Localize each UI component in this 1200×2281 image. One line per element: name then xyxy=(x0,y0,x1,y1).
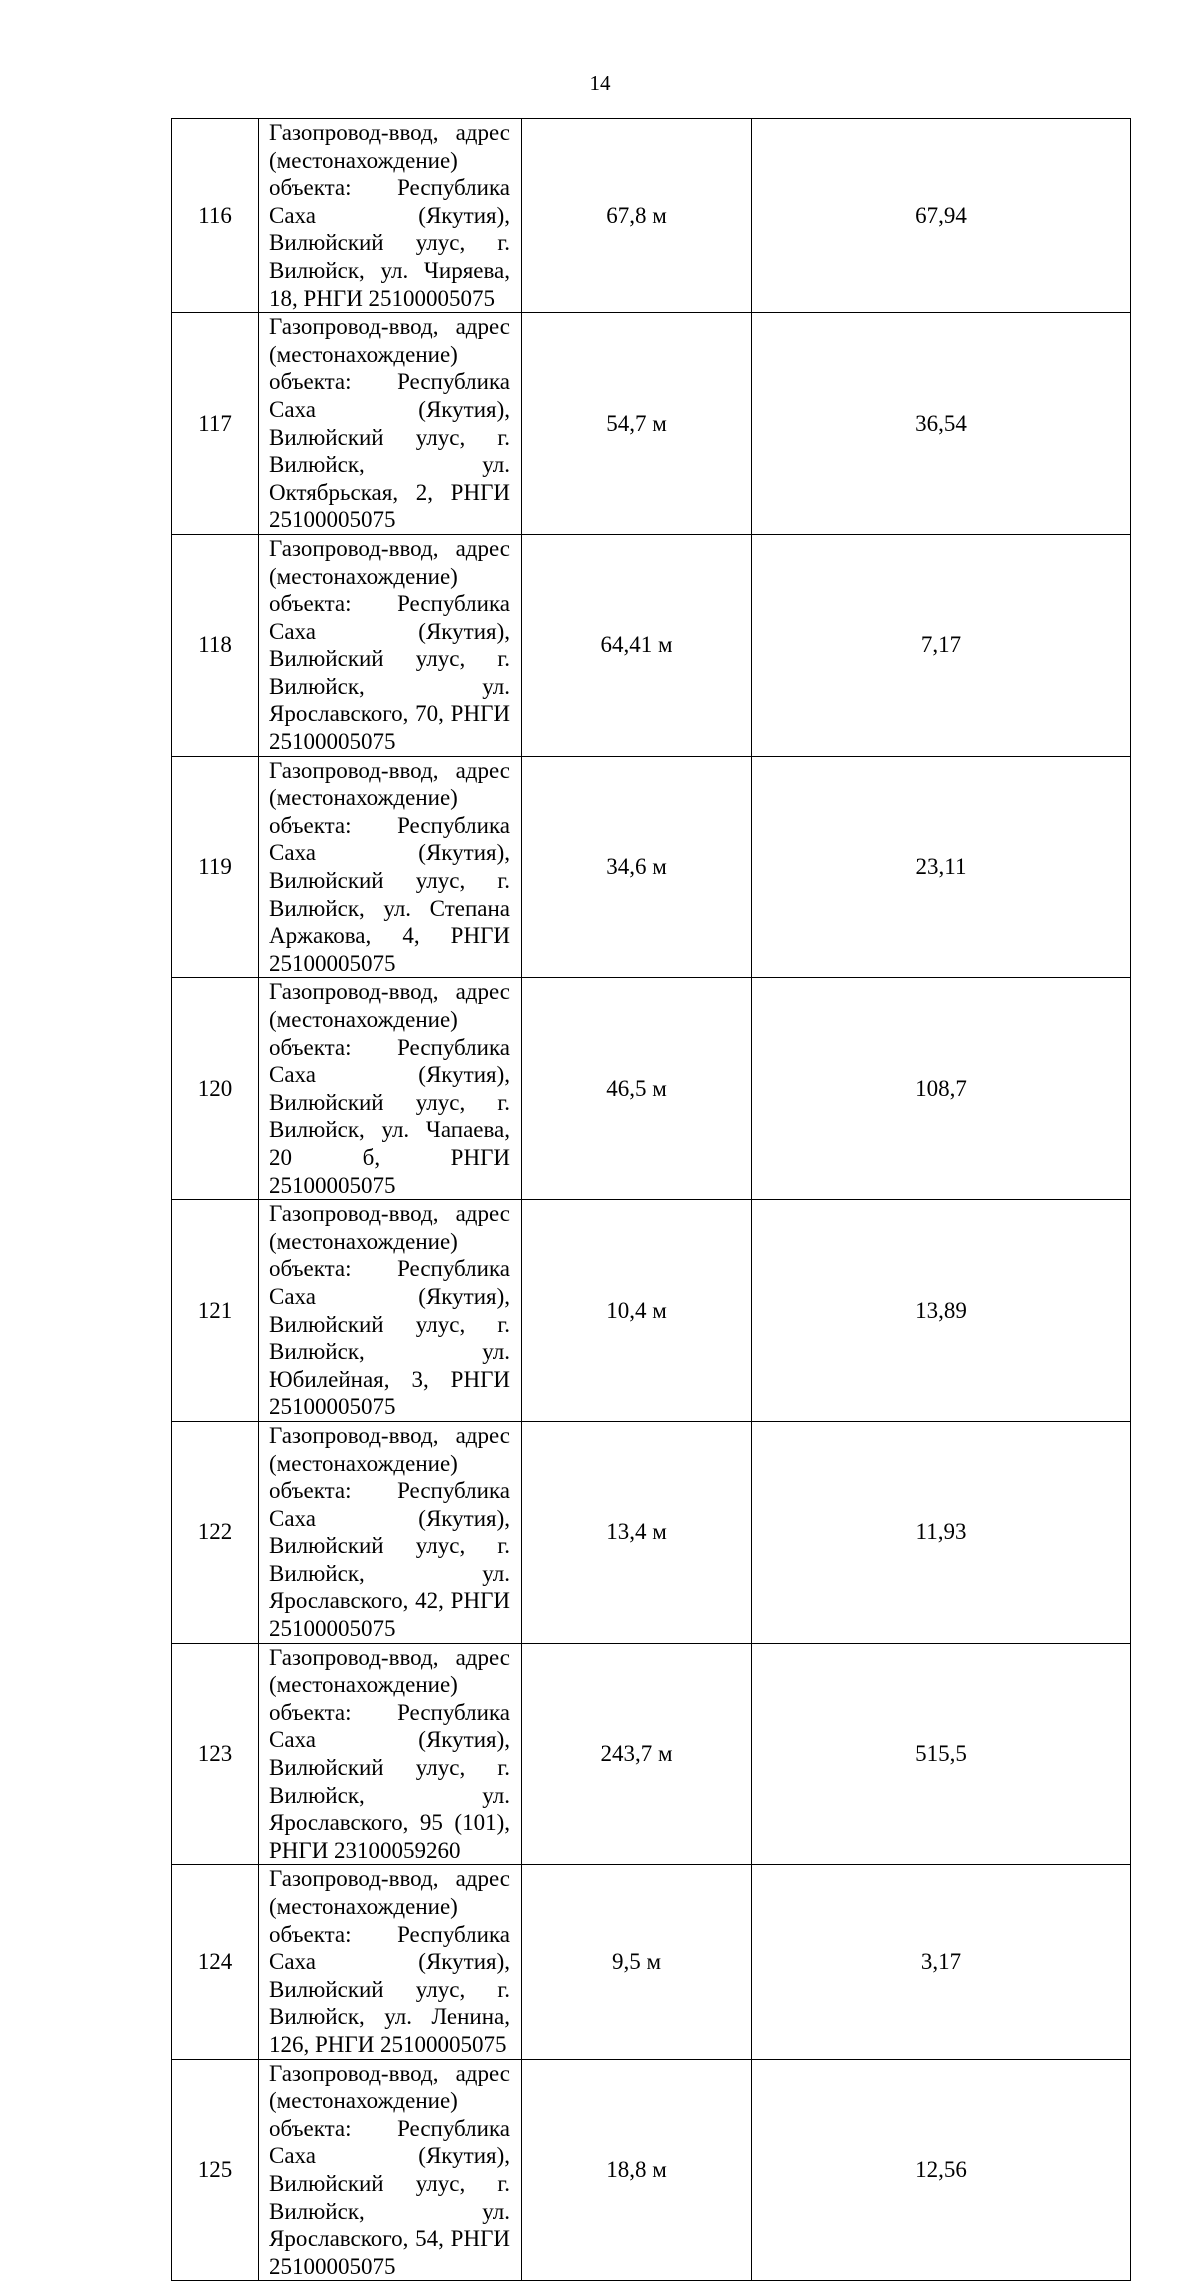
table-row xyxy=(172,1865,1131,2059)
row-description: Газопровод-ввод, адрес (местонахождение) объекта: Республика Саха (Якутия), Вилюйский улус, г. Вилюйск, ул. Ярославского, 42, РНГИ 25100005075 xyxy=(269,1422,510,1642)
row-description-cell xyxy=(259,119,522,313)
table-row xyxy=(172,119,1131,313)
row-length-cell: 9,5 м xyxy=(522,1865,752,2059)
row-value-cell: 67,94 xyxy=(752,119,1131,313)
table-row xyxy=(172,1200,1131,1422)
row-description: Газопровод-ввод, адрес (местонахождение) объекта: Республика Саха (Якутия), Вилюйский улус, г. Вилюйск, ул. Ярославского, 95 (101), РНГИ 23100059260 xyxy=(269,1644,510,1863)
row-description: Газопровод-ввод, адрес (местонахождение) объекта: Республика Саха (Якутия), Вилюйский улус, г. Вилюйск, ул. Чапаева, 20 б, РНГИ 25100005075 xyxy=(269,979,510,1198)
table-row xyxy=(172,534,1131,756)
row-number-cell: 123 xyxy=(172,1643,259,1865)
table-row xyxy=(172,756,1131,978)
row-value-cell: 108,7 xyxy=(752,978,1131,1200)
row-number-cell: 121 xyxy=(172,1200,259,1422)
row-description-cell xyxy=(259,1421,522,1643)
row-length-cell: 13,4 м xyxy=(522,1421,752,1643)
row-length-cell: 243,7 м xyxy=(522,1643,752,1865)
row-length-cell: 64,41 м xyxy=(522,534,752,756)
table-row xyxy=(172,313,1131,535)
row-description: Газопровод-ввод, адрес (местонахождение) объекта: Республика Саха (Якутия), Вилюйский улус, г. Вилюйск, ул. Степана Аржакова, 4, РНГИ 25100005075 xyxy=(269,757,510,976)
row-value-cell: 515,5 xyxy=(752,1643,1131,1865)
row-description-cell xyxy=(259,534,522,756)
row-number-cell: 116 xyxy=(172,119,259,313)
row-length-cell: 54,7 м xyxy=(522,313,752,535)
row-description: Газопровод-ввод, адрес (местонахождение) объекта: Республика Саха (Якутия), Вилюйский улус, г. Вилюйск, ул. Ярославского, 70, РНГИ 25100005075 xyxy=(269,535,510,755)
row-description: Газопровод-ввод, адрес (местонахождение) объекта: Республика Саха (Якутия), Вилюйский улус, г. Вилюйск, ул. Ярославского, 54, РНГИ 25100005075 xyxy=(269,2060,510,2279)
row-number-cell: 120 xyxy=(172,978,259,1200)
table-row xyxy=(172,978,1131,1200)
row-description: Газопровод-ввод, адрес (местонахождение) объекта: Республика Саха (Якутия), Вилюйский улус, г. Вилюйск, ул. Чиряева, 18, РНГИ 25100005075 xyxy=(269,120,510,311)
page-number: 14 xyxy=(589,71,611,95)
row-description: Газопровод-ввод, адрес (местонахождение) объекта: Республика Саха (Якутия), Вилюйский улус, г. Вилюйск, ул. Октябрьская, 2, РНГИ 25100005075 xyxy=(269,314,510,533)
table-row xyxy=(172,1643,1131,1865)
row-number-cell: 118 xyxy=(172,534,259,756)
register-table xyxy=(171,118,1131,2281)
row-length-cell: 67,8 м xyxy=(522,119,752,313)
row-value-cell: 3,17 xyxy=(752,1865,1131,2059)
table-row xyxy=(172,2059,1131,2281)
row-description-cell xyxy=(259,1643,522,1865)
row-number-cell: 124 xyxy=(172,1865,259,2059)
row-description-cell xyxy=(259,2059,522,2281)
row-length-cell: 10,4 м xyxy=(522,1200,752,1422)
register-table-body xyxy=(172,119,1131,2281)
row-value-cell: 7,17 xyxy=(752,534,1131,756)
row-value-cell: 13,89 xyxy=(752,1200,1131,1422)
row-description-cell xyxy=(259,978,522,1200)
row-description: Газопровод-ввод, адрес (местонахождение) объекта: Республика Саха (Якутия), Вилюйский улус, г. Вилюйск, ул. Юбилейная, 3, РНГИ 25100005075 xyxy=(269,1201,510,1420)
row-number-cell: 119 xyxy=(172,756,259,978)
row-description: Газопровод-ввод, адрес (местонахождение) объекта: Республика Саха (Якутия), Вилюйский улус, г. Вилюйск, ул. Ленина, 126, РНГИ 25100005075 xyxy=(269,1866,510,2057)
row-length-cell: 46,5 м xyxy=(522,978,752,1200)
row-length-cell: 18,8 м xyxy=(522,2059,752,2281)
row-value-cell: 23,11 xyxy=(752,756,1131,978)
row-number-cell: 125 xyxy=(172,2059,259,2281)
row-value-cell: 12,56 xyxy=(752,2059,1131,2281)
row-value-cell: 11,93 xyxy=(752,1421,1131,1643)
row-number-cell: 122 xyxy=(172,1421,259,1643)
row-value-cell: 36,54 xyxy=(752,313,1131,535)
row-description-cell xyxy=(259,313,522,535)
row-length-cell: 34,6 м xyxy=(522,756,752,978)
row-description-cell xyxy=(259,756,522,978)
row-number-cell: 117 xyxy=(172,313,259,535)
row-description-cell xyxy=(259,1865,522,2059)
row-description-cell xyxy=(259,1200,522,1422)
table-row xyxy=(172,1421,1131,1643)
